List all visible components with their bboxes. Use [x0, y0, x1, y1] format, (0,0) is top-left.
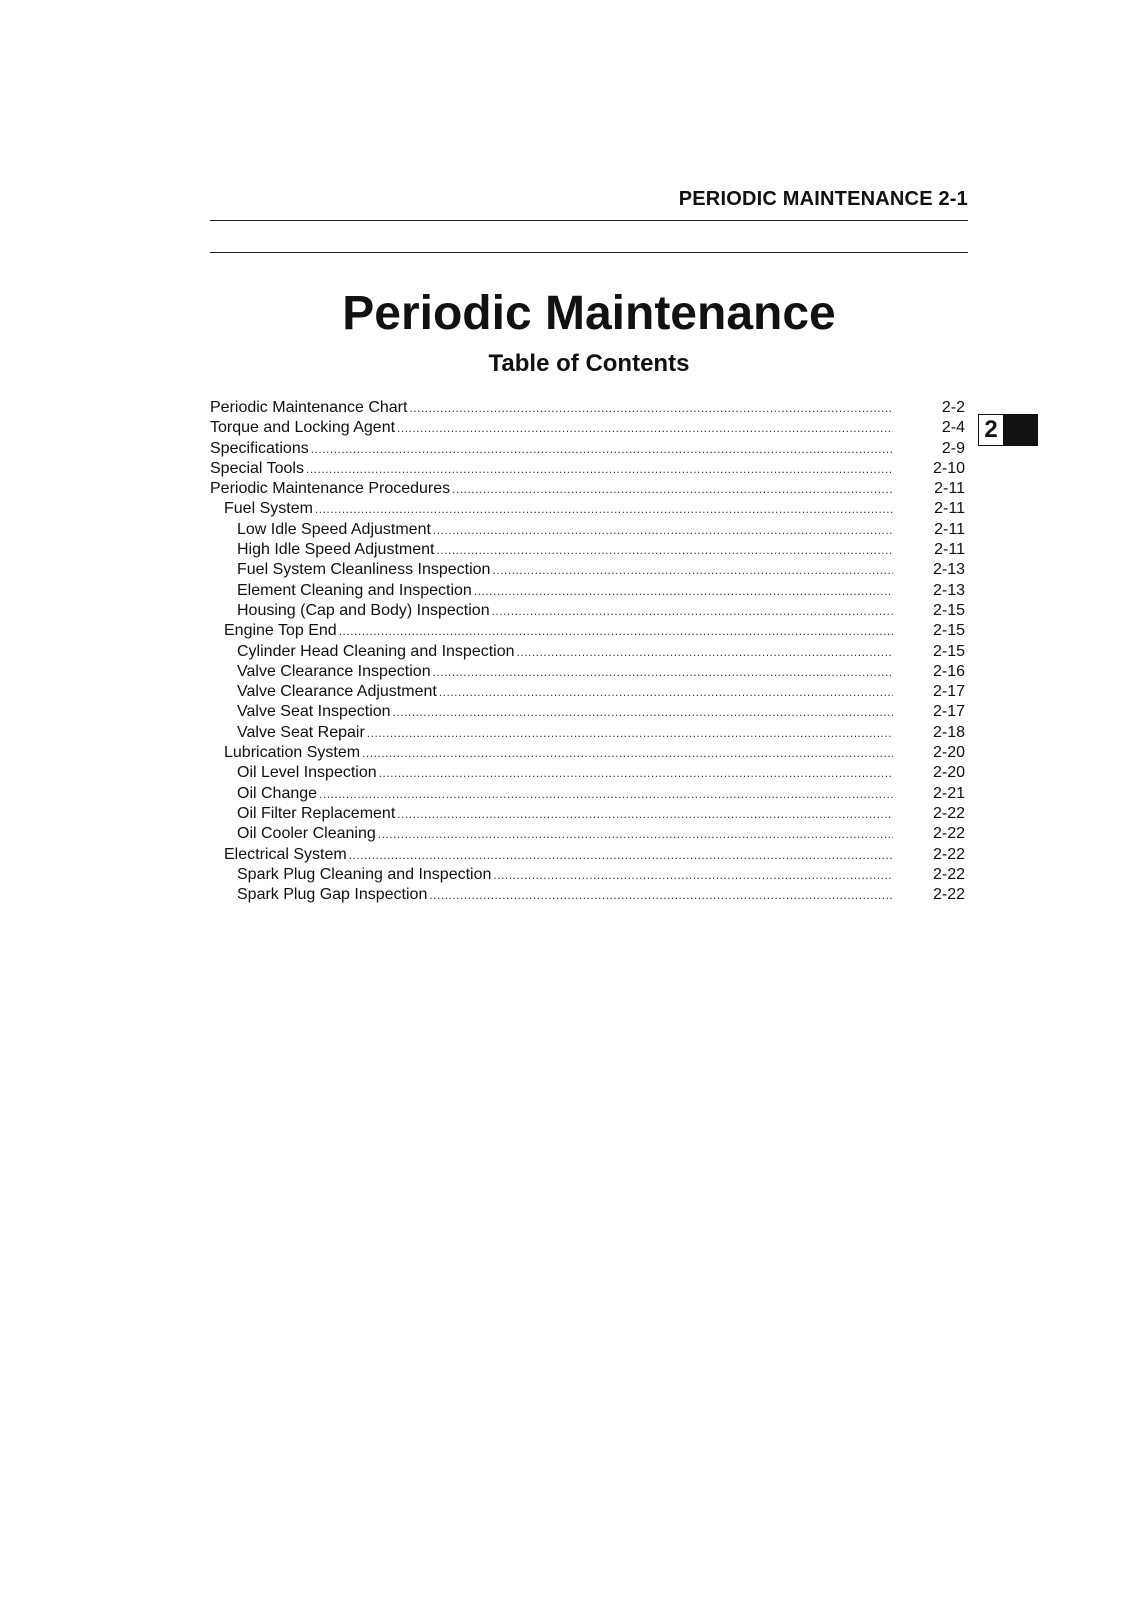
- toc-dot-leader: [397, 418, 893, 438]
- toc-entry-page: 2-22: [932, 804, 965, 822]
- toc-entry[interactable]: [210, 824, 965, 844]
- toc-entry-page: 2-11: [934, 541, 965, 559]
- toc-dot-leader: [378, 824, 893, 844]
- toc-entry-label: Lubrication System: [224, 744, 361, 762]
- toc-entry[interactable]: [210, 459, 965, 479]
- toc-entry-label: Periodic Maintenance Chart: [210, 399, 408, 416]
- toc-entry-page: 2-18: [932, 723, 965, 741]
- toc-dot-leader: [311, 439, 893, 459]
- toc-dot-leader: [349, 845, 893, 865]
- toc-entry[interactable]: [210, 398, 965, 418]
- toc-entry[interactable]: [210, 784, 965, 804]
- toc-entry-label: Specifications: [210, 439, 309, 457]
- toc-entry-page: 2-20: [932, 764, 965, 782]
- toc-entry[interactable]: [210, 804, 965, 824]
- toc-dot-leader: [433, 662, 893, 682]
- toc-entry-label: Oil Filter Replacement: [237, 804, 396, 822]
- toc-entry-page: 2-15: [932, 622, 965, 640]
- toc-entry-page: 2-10: [932, 459, 965, 477]
- toc-entry-label: Valve Clearance Adjustment: [237, 683, 437, 701]
- toc-entry[interactable]: [210, 560, 965, 580]
- toc-entry-label: Cylinder Head Cleaning and Inspection: [237, 642, 515, 660]
- running-header: PERIODIC MAINTENANCE 2-1: [678, 188, 968, 210]
- toc-dot-leader: [315, 499, 893, 519]
- chapter-tab-bar: [1004, 415, 1037, 445]
- toc-entry-page: 2-15: [932, 642, 965, 660]
- toc-dot-leader: [474, 581, 893, 601]
- toc-entry[interactable]: [210, 702, 965, 722]
- toc-dot-leader: [362, 743, 893, 763]
- toc-entry[interactable]: [210, 723, 965, 743]
- toc-entry[interactable]: [210, 763, 965, 783]
- toc-entry-page: 2-13: [932, 581, 965, 599]
- title-rule: [210, 252, 968, 253]
- toc-entry-label: Valve Clearance Inspection: [237, 662, 431, 680]
- toc-entry-label: Special Tools: [210, 459, 304, 477]
- toc-entry-label: Element Cleaning and Inspection: [237, 581, 472, 599]
- toc-entry-label: Housing (Cap and Body) Inspection: [237, 601, 490, 619]
- toc-entry[interactable]: [210, 865, 965, 885]
- toc-entry[interactable]: [210, 581, 965, 601]
- toc-entry-label: Low Idle Speed Adjustment: [237, 520, 431, 538]
- toc-heading: Table of Contents: [488, 350, 690, 377]
- toc-entry-label: Periodic Maintenance Procedures: [210, 480, 451, 498]
- toc-entry[interactable]: [210, 662, 965, 682]
- toc-entry-page: 2-13: [932, 561, 965, 579]
- toc-entry[interactable]: [210, 621, 965, 641]
- toc-dot-leader: [493, 865, 893, 885]
- toc-dot-leader: [393, 702, 893, 722]
- toc-entry-page: 2-16: [932, 662, 965, 680]
- toc-entry[interactable]: [210, 479, 965, 499]
- toc-entry-page: 2-22: [932, 865, 965, 883]
- toc-entry-page: 2-11: [934, 500, 965, 518]
- toc-entry-label: Spark Plug Cleaning and Inspection: [237, 865, 492, 883]
- toc-entry-page: 2-15: [932, 601, 965, 619]
- toc-entry-page: 2-11: [934, 480, 965, 498]
- toc-dot-leader: [492, 560, 893, 580]
- toc-entry[interactable]: [210, 845, 965, 865]
- toc-entry-page: 2-22: [932, 845, 965, 863]
- toc-entry-page: 2-22: [932, 886, 965, 904]
- toc-entry[interactable]: [210, 682, 965, 702]
- toc-entry-label: Electrical System: [224, 845, 347, 863]
- toc-entry[interactable]: [210, 520, 965, 540]
- toc-dot-leader: [452, 479, 893, 499]
- toc-entry[interactable]: [210, 540, 965, 560]
- toc-entry-label: Oil Cooler Cleaning: [237, 825, 376, 843]
- toc-entry[interactable]: [210, 642, 965, 662]
- toc-entry-page: 2-22: [932, 825, 965, 843]
- toc-entry-label: Fuel System Cleanliness Inspection: [237, 561, 491, 579]
- toc-entry-label: Torque and Locking Agent: [210, 419, 396, 437]
- chapter-tab: [978, 414, 1038, 446]
- toc-dot-leader: [339, 621, 893, 641]
- toc-dot-leader: [306, 459, 893, 479]
- toc-dot-leader: [439, 682, 893, 702]
- toc-dot-leader: [409, 398, 893, 418]
- toc-entry-page: 2-9: [941, 439, 965, 457]
- header-rule: [210, 220, 968, 221]
- toc-dot-leader: [379, 763, 893, 783]
- toc-entry-label: High Idle Speed Adjustment: [237, 541, 435, 559]
- toc-entry-label: Oil Change: [237, 784, 318, 802]
- toc-entry-page: 2-17: [932, 683, 965, 701]
- toc-entry-label: Valve Seat Repair: [237, 723, 365, 741]
- toc-dot-leader: [397, 804, 893, 824]
- toc-dot-leader: [319, 784, 893, 804]
- chapter-title: Periodic Maintenance: [342, 287, 836, 340]
- toc-entry[interactable]: [210, 885, 965, 905]
- toc-entry[interactable]: [210, 743, 965, 763]
- toc-dot-leader: [517, 642, 893, 662]
- toc-entry-label: Spark Plug Gap Inspection: [237, 886, 428, 904]
- toc-dot-leader: [492, 601, 893, 621]
- toc-entry[interactable]: [210, 499, 965, 519]
- toc-entry[interactable]: [210, 439, 965, 459]
- chapter-tab-number: 2: [979, 415, 1004, 445]
- toc-entry-page: 2-20: [932, 744, 965, 762]
- toc-entry-page: 2-21: [932, 784, 965, 802]
- table-of-contents: [210, 398, 965, 905]
- toc-dot-leader: [433, 520, 893, 540]
- toc-entry-label: Oil Level Inspection: [237, 764, 377, 782]
- toc-entry-page: 2-4: [941, 419, 965, 437]
- toc-entry-page: 2-17: [932, 703, 965, 721]
- toc-dot-leader: [436, 540, 893, 560]
- toc-entry-label: Valve Seat Inspection: [237, 703, 391, 721]
- toc-entry-page: 2-2: [941, 399, 965, 416]
- toc-dot-leader: [367, 723, 893, 743]
- toc-entry[interactable]: [210, 418, 965, 438]
- toc-entry-label: Engine Top End: [224, 622, 337, 640]
- toc-entry-label: Fuel System: [224, 500, 313, 518]
- toc-entry-page: 2-11: [934, 520, 965, 538]
- toc-entry[interactable]: [210, 601, 965, 621]
- toc-dot-leader: [429, 885, 893, 905]
